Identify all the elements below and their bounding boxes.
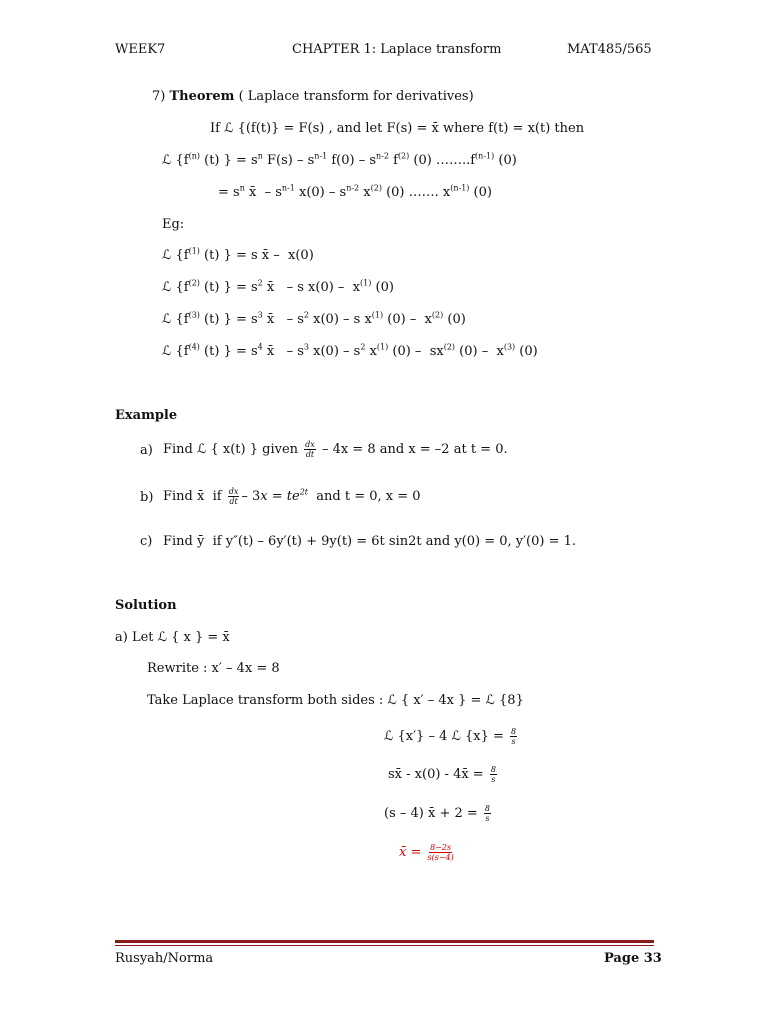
header-course: MAT485/565: [567, 42, 652, 57]
theorem-title: Theorem: [169, 89, 235, 104]
theorem-formula-line-2: = $s^n$ x̄ – $s^{n-1}$ $x(0) - s^{n-2}$ $x^{(2)}$ (0) ……. $x^{(n-1)}$ (0): [218, 183, 492, 200]
solution-rewrite: Rewrite : x′ – 4x = 8: [147, 661, 280, 676]
eg-line-1: ℒ {$f^{(1)}$ (t) } = s x̄ – x(0): [162, 246, 314, 263]
eg-line-2: ℒ {$f^{(2)}$ (t) } = $s^2$ x̄ – s $x(0) - x^{(1)}$ (0): [162, 278, 394, 295]
theorem-heading: [152, 89, 474, 105]
example-b-label: b): [140, 490, 154, 505]
solution-step-3: (s – 4) x̄ + 2 = $\frac{8}{s}$: [384, 804, 490, 823]
solution-result: x̄ = $\frac{8-2s}{s(s-4)}$: [399, 843, 454, 862]
footer-rule-thick: [115, 940, 654, 943]
example-a-label: a): [140, 443, 153, 458]
solution-heading: Solution: [115, 598, 177, 613]
eg-line-3: ℒ {$f^{(3)}$ (t) } = $s^3$ x̄ – $s^2$ x(0) – s $x^{(1)}$ $(0) - x^{(2)}$ (0): [162, 310, 466, 327]
solution-a-let: a) Let ℒ { x } = x̄: [115, 630, 230, 645]
header-week: WEEK7: [115, 42, 166, 57]
theorem-formula-line-1: ℒ {$f^{(n)}$ (t) } = $s^n$ $F(s) - s^{n-1}$ $f(0) - s^{n-2}$ $f^{(2)}$ (0) $\dots\dots..f^{(n-1)}$ (0): [162, 151, 517, 168]
example-a-text: Find ℒ { x(t) } given $\frac{dx}{dt}$ – 4x = 8 and x = –2 at t = 0.: [163, 440, 508, 459]
solution-take-laplace: Take Laplace transform both sides : ℒ { x′ – 4x } = ℒ {8}: [147, 693, 524, 708]
solution-step-2: sx̄ - x(0) - 4x̄ = $\frac{8}{s}$: [388, 765, 496, 784]
example-c-label: c): [140, 534, 153, 549]
eg-line-4: ℒ {$f^{(4)}$ (t) } = $s^4$ x̄ – $s^3$ $x(0) - s^2$ $x^{(1)}$ $(0) - sx^{(2)}$ $(0) - x^{(3)}$ (0): [162, 342, 538, 359]
example-b-text: Find x̄ if $\frac{dx}{dt}$ – $3x = te^{2t}$ and t = 0, x = 0: [163, 487, 421, 506]
theorem-number: 7): [152, 89, 166, 104]
header-chapter: CHAPTER 1: Laplace transform: [292, 42, 502, 57]
footer-authors: Rusyah/Norma: [115, 951, 214, 966]
example-c-text: Find ȳ if y″(t) – 6y′(t) + 9y(t) = 6t sin2t and y(0) = 0, y′(0) = 1.: [163, 534, 577, 549]
example-heading: Example: [115, 408, 178, 423]
theorem-if-line: If ℒ {(f(t)} = F(s) , and let F(s) = x̄ where f(t) = x(t) then: [210, 121, 585, 136]
eg-label: Eg:: [162, 217, 185, 232]
solution-step-1: ℒ {x′} – 4 ℒ {x} = $\frac{8}{s}$: [384, 727, 517, 746]
footer-page-number: Page 33: [604, 951, 662, 966]
theorem-subtitle: ( Laplace transform for derivatives): [238, 89, 474, 104]
footer-rule-thin: [115, 945, 654, 946]
